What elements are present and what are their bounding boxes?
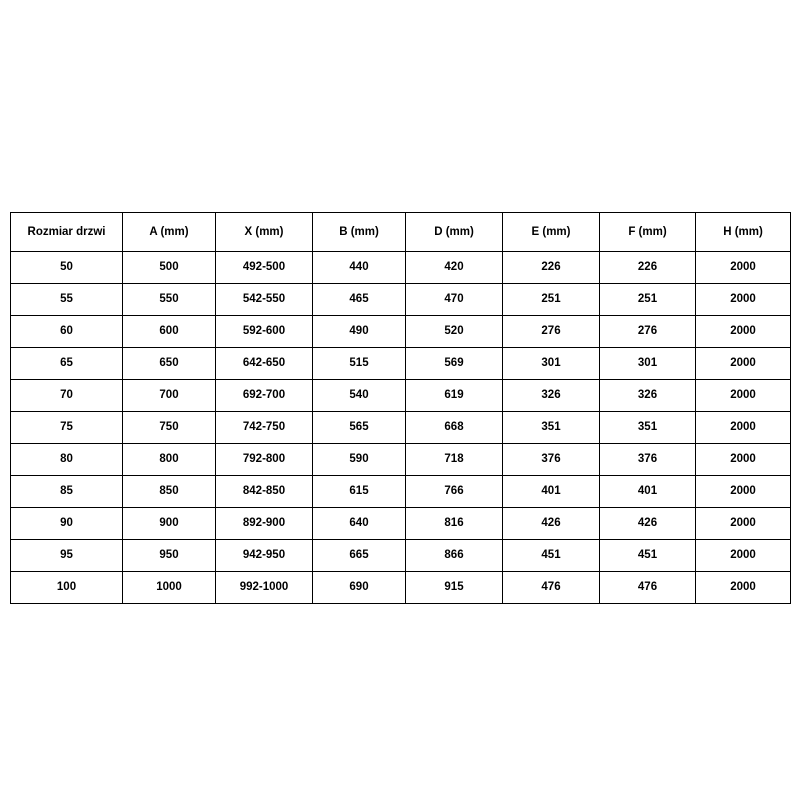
cell-a: 750 bbox=[123, 412, 216, 444]
cell-size: 60 bbox=[11, 316, 123, 348]
cell-size: 55 bbox=[11, 284, 123, 316]
cell-size: 50 bbox=[11, 252, 123, 284]
column-header-b: B (mm) bbox=[313, 213, 406, 252]
cell-x: 792-800 bbox=[216, 444, 313, 476]
cell-x: 992-1000 bbox=[216, 572, 313, 604]
cell-d: 816 bbox=[406, 508, 503, 540]
cell-size: 100 bbox=[11, 572, 123, 604]
table-row bbox=[11, 572, 791, 604]
cell-size: 95 bbox=[11, 540, 123, 572]
table-body bbox=[11, 252, 791, 604]
table-row bbox=[11, 348, 791, 380]
cell-a: 1000 bbox=[123, 572, 216, 604]
cell-b: 615 bbox=[313, 476, 406, 508]
table-row bbox=[11, 412, 791, 444]
cell-b: 665 bbox=[313, 540, 406, 572]
cell-h: 2000 bbox=[696, 284, 791, 316]
column-header-e: E (mm) bbox=[503, 213, 600, 252]
cell-size: 80 bbox=[11, 444, 123, 476]
cell-e: 476 bbox=[503, 572, 600, 604]
cell-x: 892-900 bbox=[216, 508, 313, 540]
cell-d: 520 bbox=[406, 316, 503, 348]
cell-d: 420 bbox=[406, 252, 503, 284]
cell-h: 2000 bbox=[696, 316, 791, 348]
table-row bbox=[11, 380, 791, 412]
cell-d: 718 bbox=[406, 444, 503, 476]
cell-e: 451 bbox=[503, 540, 600, 572]
cell-a: 900 bbox=[123, 508, 216, 540]
table-row bbox=[11, 508, 791, 540]
cell-a: 700 bbox=[123, 380, 216, 412]
cell-a: 550 bbox=[123, 284, 216, 316]
cell-e: 301 bbox=[503, 348, 600, 380]
cell-d: 866 bbox=[406, 540, 503, 572]
cell-x: 642-650 bbox=[216, 348, 313, 380]
cell-h: 2000 bbox=[696, 508, 791, 540]
cell-f: 276 bbox=[600, 316, 696, 348]
cell-x: 542-550 bbox=[216, 284, 313, 316]
size-table-container bbox=[10, 212, 790, 604]
cell-f: 426 bbox=[600, 508, 696, 540]
cell-h: 2000 bbox=[696, 348, 791, 380]
cell-d: 766 bbox=[406, 476, 503, 508]
cell-b: 540 bbox=[313, 380, 406, 412]
table-row bbox=[11, 444, 791, 476]
cell-d: 668 bbox=[406, 412, 503, 444]
cell-h: 2000 bbox=[696, 444, 791, 476]
cell-e: 276 bbox=[503, 316, 600, 348]
cell-f: 251 bbox=[600, 284, 696, 316]
cell-b: 590 bbox=[313, 444, 406, 476]
cell-h: 2000 bbox=[696, 476, 791, 508]
cell-f: 301 bbox=[600, 348, 696, 380]
cell-size: 70 bbox=[11, 380, 123, 412]
cell-e: 351 bbox=[503, 412, 600, 444]
cell-e: 401 bbox=[503, 476, 600, 508]
door-size-table bbox=[10, 212, 791, 604]
cell-x: 692-700 bbox=[216, 380, 313, 412]
cell-f: 326 bbox=[600, 380, 696, 412]
cell-d: 569 bbox=[406, 348, 503, 380]
column-header-f: F (mm) bbox=[600, 213, 696, 252]
cell-size: 85 bbox=[11, 476, 123, 508]
table-header-row bbox=[11, 213, 791, 252]
cell-a: 800 bbox=[123, 444, 216, 476]
cell-f: 451 bbox=[600, 540, 696, 572]
cell-a: 850 bbox=[123, 476, 216, 508]
cell-e: 376 bbox=[503, 444, 600, 476]
cell-a: 650 bbox=[123, 348, 216, 380]
cell-size: 65 bbox=[11, 348, 123, 380]
cell-h: 2000 bbox=[696, 380, 791, 412]
cell-h: 2000 bbox=[696, 252, 791, 284]
cell-x: 842-850 bbox=[216, 476, 313, 508]
table-row bbox=[11, 284, 791, 316]
cell-x: 592-600 bbox=[216, 316, 313, 348]
table-row bbox=[11, 252, 791, 284]
cell-b: 490 bbox=[313, 316, 406, 348]
cell-e: 251 bbox=[503, 284, 600, 316]
cell-b: 515 bbox=[313, 348, 406, 380]
cell-f: 476 bbox=[600, 572, 696, 604]
cell-e: 426 bbox=[503, 508, 600, 540]
table-header bbox=[11, 213, 791, 252]
cell-b: 565 bbox=[313, 412, 406, 444]
cell-f: 376 bbox=[600, 444, 696, 476]
column-header-rozmiar-drzwi: Rozmiar drzwi bbox=[11, 213, 123, 252]
cell-f: 351 bbox=[600, 412, 696, 444]
cell-b: 465 bbox=[313, 284, 406, 316]
cell-d: 915 bbox=[406, 572, 503, 604]
cell-e: 226 bbox=[503, 252, 600, 284]
cell-d: 470 bbox=[406, 284, 503, 316]
table-row bbox=[11, 540, 791, 572]
cell-size: 75 bbox=[11, 412, 123, 444]
cell-h: 2000 bbox=[696, 412, 791, 444]
cell-x: 492-500 bbox=[216, 252, 313, 284]
cell-b: 690 bbox=[313, 572, 406, 604]
table-row bbox=[11, 316, 791, 348]
cell-b: 440 bbox=[313, 252, 406, 284]
column-header-a: A (mm) bbox=[123, 213, 216, 252]
cell-a: 600 bbox=[123, 316, 216, 348]
cell-x: 742-750 bbox=[216, 412, 313, 444]
table-row bbox=[11, 476, 791, 508]
cell-b: 640 bbox=[313, 508, 406, 540]
cell-a: 500 bbox=[123, 252, 216, 284]
cell-f: 226 bbox=[600, 252, 696, 284]
cell-h: 2000 bbox=[696, 572, 791, 604]
cell-f: 401 bbox=[600, 476, 696, 508]
cell-e: 326 bbox=[503, 380, 600, 412]
cell-h: 2000 bbox=[696, 540, 791, 572]
column-header-d: D (mm) bbox=[406, 213, 503, 252]
cell-a: 950 bbox=[123, 540, 216, 572]
cell-d: 619 bbox=[406, 380, 503, 412]
cell-x: 942-950 bbox=[216, 540, 313, 572]
column-header-x: X (mm) bbox=[216, 213, 313, 252]
column-header-h: H (mm) bbox=[696, 213, 791, 252]
cell-size: 90 bbox=[11, 508, 123, 540]
